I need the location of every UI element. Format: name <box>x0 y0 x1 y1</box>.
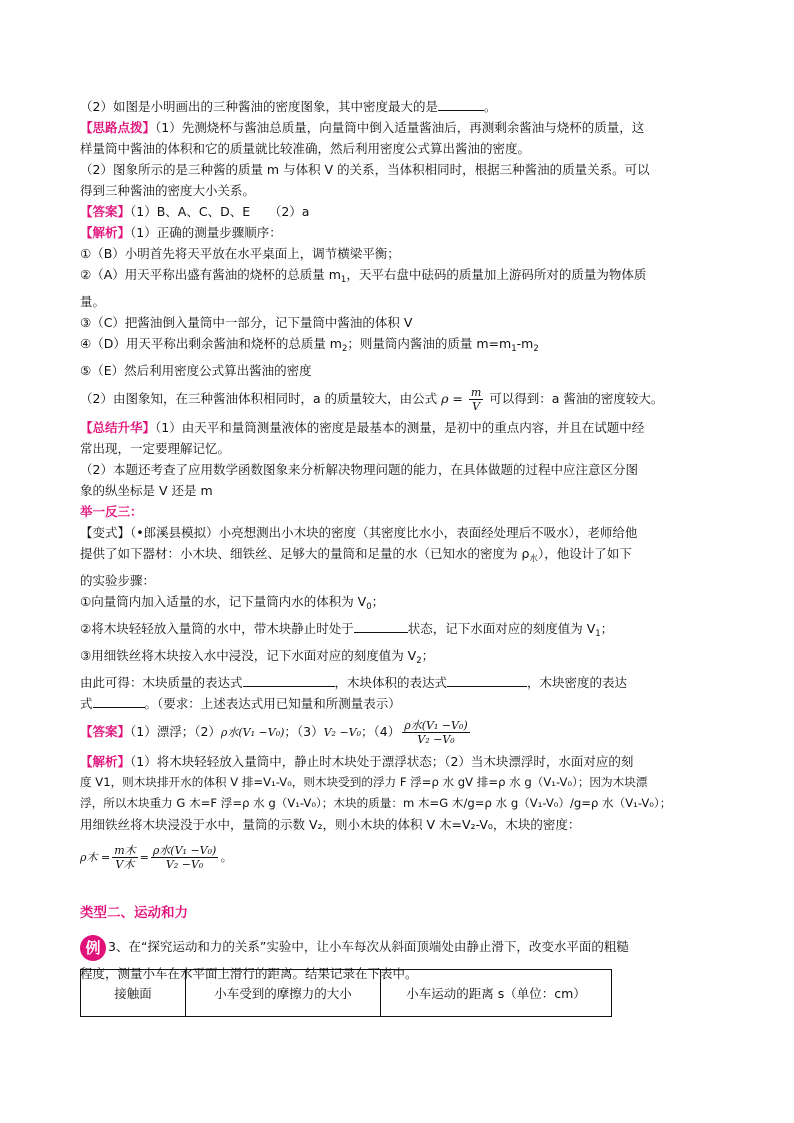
jiexi-2-1: 【解析】（1）将木块轻轻放入量筒中，静止时木块处于漂浮状态；（2）当木块漂浮时，水面对应的刻 <box>80 754 634 769</box>
bianshi-1: 【变式】（•郎溪县模拟）小亮想测出小木块的密度（其密度比水小，表面经处理后不吸水），老师给他 <box>80 525 638 540</box>
answer-formula-2: V₂ −V₀ <box>323 726 362 739</box>
zongjie-2: 常出现，一定要理解记忆。 <box>80 441 231 456</box>
example-badge: 例 <box>80 935 106 961</box>
zongjie-tag: 【总结升华】 <box>80 420 156 435</box>
zongjie-1: 【总结升华】（1）由天平和量筒测量液体的密度是最基本的测量，是初中的重点内容，并且在试题中经 <box>80 420 645 435</box>
results-table <box>80 969 612 1017</box>
answer-tag: 【答案】 <box>80 204 131 219</box>
answer-blank <box>93 693 145 708</box>
question-2: （2）如图是小明画出的三种酱油的密度图象，其中密度最大的是 。 <box>80 96 716 117</box>
answer-formula-3: $\frac{\text{ρ水(V₁ −V₀)}}{\text{V₂ −V₀}}$ <box>404 719 468 746</box>
answer-formula-1: ρ水(V₁ −V₀) <box>220 726 285 739</box>
step-4: ④（D）用天平称出剩余酱油和烧杯的总质量 $m_2$；则量筒内酱油的质量 $m=m_1-m_2$ <box>80 336 539 354</box>
jiexi-2-4: 用细铁丝将木块浸没于水中，量筒的示数 V₂，则小木块的体积 V 木=V₂-V₀，木块的密度： <box>80 817 581 832</box>
jiexi-2-3: 浮，所以木块重力 G 木=F 浮=ρ 水 g（V₁-V₀）；木块的质量：m 木=G 木/g=ρ 水 g（V₁-V₀）/g=ρ 水（V₁-V₀）； <box>80 796 672 810</box>
step-1: ①（B）小明首先将天平放在水平桌面上，调节横梁平衡； <box>80 246 400 261</box>
zongjie-4: 象的纵坐标是 V 还是 m <box>80 483 213 498</box>
bianshi-step-3: ③用细铁丝将木块按入水中浸没，记下水面对应的刻度值为 $V_2$； <box>80 648 435 666</box>
silu-para-4: 得到三种酱油的密度大小关系。 <box>80 183 256 198</box>
bianshi-conclusion-2: 式 。（要求：上述表达式用已知量和所测量表示） <box>80 693 716 714</box>
silu-para-3: （2）图象所示的是三种酱的质量 m 与体积 V 的关系，当体积相同时，根据三种酱油的质量关系。可以 <box>80 162 650 177</box>
table-header-row <box>81 970 612 1017</box>
answer-blank <box>243 672 335 687</box>
answer-blank <box>354 618 408 633</box>
step-2: ②（A）用天平称出盛有酱油的烧杯的总质量 $m_1$，天平右盘中砝码的质量加上游码所对的质量为物体质 <box>80 267 647 285</box>
example-3-line-1: 例 3、在“探究运动和力的关系”实验中，让小车每次从斜面顶端处由静止滑下，改变水平面的粗糙 <box>80 932 716 962</box>
answer-line: 【答案】（1）B、A、C、D、E （2）a <box>80 204 310 219</box>
bianshi-tag: 【变式】 <box>80 525 131 540</box>
density-fraction: $\frac{m}{V}$ <box>470 386 482 413</box>
table-header-cell: 小车受到的摩擦力的大小 <box>186 970 381 1017</box>
jiexi-line: 【解析】（1）正确的测量步骤顺序： <box>80 225 282 240</box>
density-result-formula: ρ木 = $\frac{\text{m木}}{\text{V木}}$ = $\frac{\text{ρ水(V₁ −V₀)}}{\text{V₂ −V₀}}$ 。 <box>80 844 233 871</box>
step-2-cont: 量。 <box>80 294 106 309</box>
step-3: ③（C）把酱油倒入量筒中一部分，记下量筒中酱油的体积 V <box>80 315 413 330</box>
silu-para-2: 样量筒中酱油的体积和它的质量就比较准确，然后利用密度公式算出酱油的密度。 <box>80 141 531 156</box>
bianshi-step-2: ②将木块轻轻放入量筒的水中，带木块静止时处于 状态，记下水面对应的刻度值为 $V_1$； <box>80 618 716 645</box>
answer-2-line: 【答案】（1）漂浮；（2）ρ水(V₁ −V₀)；（3）V₂ −V₀；（4） $\frac{\text{ρ水(V₁ −V₀)}}{\text{V₂ −V₀}}$ <box>80 719 468 746</box>
jiexi-part-2: （2）由图象知，在三种酱油体积相同时，a 的质量较大，由公式 ρ = $\frac{m}{V}$ 可以得到：a 酱油的密度较大。 <box>80 386 664 413</box>
table-header-cell: 小车运动的距离 s（单位：cm） <box>381 970 612 1017</box>
example-3-line-2: 程度，测量小车在水平面上滑行的距离。结果记录在下表中。 <box>80 966 418 981</box>
jiexi-2-tag: 【解析】 <box>80 754 131 769</box>
bianshi-2: 提供了如下器材：小木块、细铁丝、足够大的量筒和足量的水（已知水的密度为 $\rho_水$），他设计了如下 <box>80 546 632 564</box>
zongjie-3: （2）本题还考查了应用数学函数图象来分析解决物理问题的能力，在具体做题的过程中应注意区分图 <box>80 462 638 477</box>
step-5: ⑤（E）然后利用密度公式算出酱油的密度 <box>80 363 312 378</box>
answer-blank <box>447 672 527 687</box>
jiexi-tag: 【解析】 <box>80 225 131 240</box>
answer-2-tag: 【答案】 <box>80 724 131 739</box>
bianshi-step-1: ①向量筒内加入适量的水，记下量筒内水的体积为 $V_0$； <box>80 594 385 612</box>
silu-para-1: 【思路点拨】（1）先测烧杯与酱油总质量，向量筒中倒入适量酱油后，再测剩余酱油与烧杯的质量，这 <box>80 120 645 135</box>
table-header-cell: 接触面 <box>81 970 186 1017</box>
document-body <box>80 96 716 986</box>
type-2-heading: 类型二、运动和力 <box>80 905 188 921</box>
jiexi-2-2: 度 V1，则木块排开水的体积 V 排=V₁-V₀，则木块受到的浮力 F 浮=ρ 水 gV 排=ρ 水 g（V₁-V₀）；因为木块漂 <box>80 775 648 789</box>
density-formula: ρ = <box>441 391 467 406</box>
bianshi-3: 的实验步骤： <box>80 573 156 588</box>
juyi-heading: 举一反三： <box>80 504 143 519</box>
bianshi-conclusion-1: 由此可得：木块质量的表达式 ，木块体积的表达式 ，木块密度的表达 <box>80 672 716 693</box>
answer-blank <box>438 96 484 111</box>
silu-tag: 【思路点拨】 <box>80 120 156 135</box>
